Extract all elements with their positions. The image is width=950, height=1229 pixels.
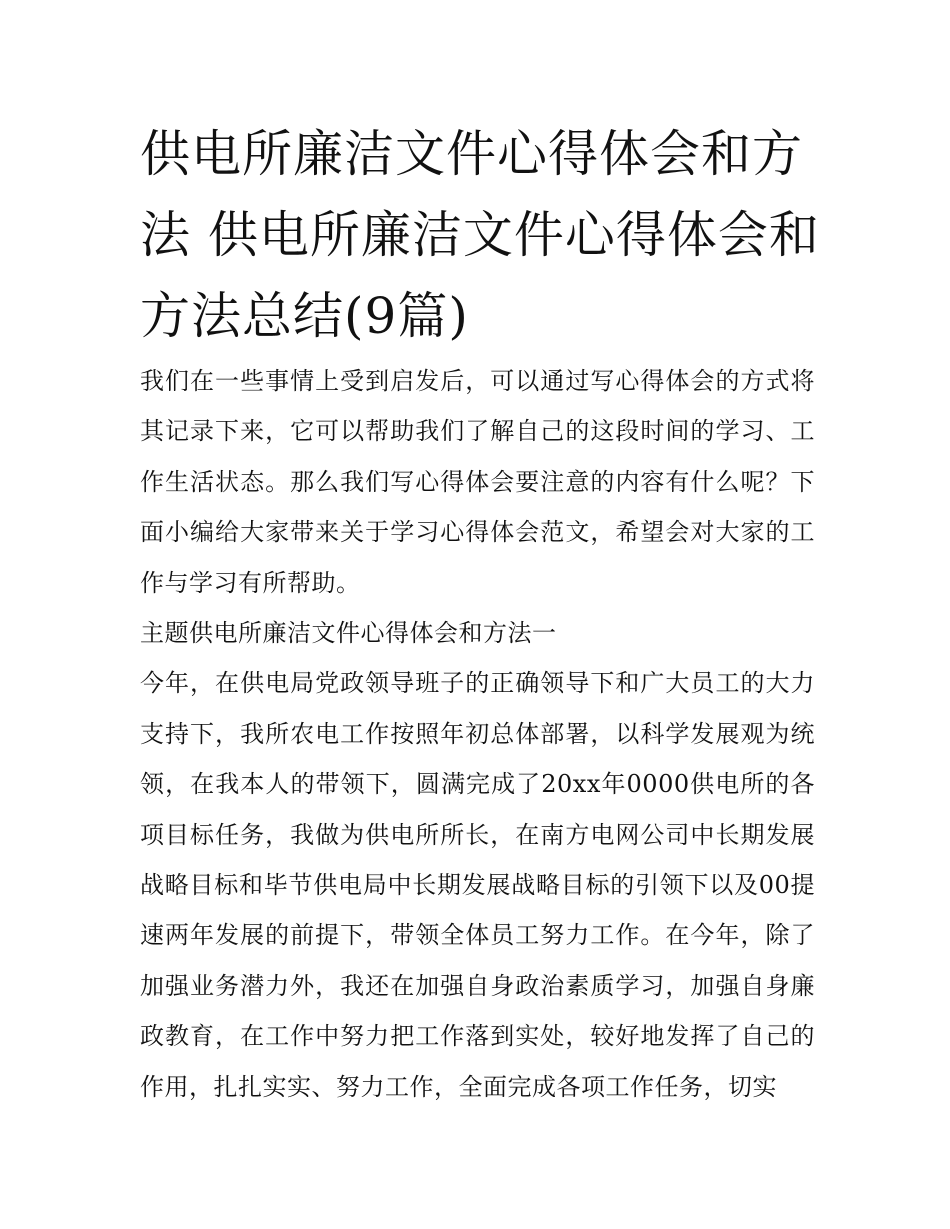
intro-paragraph: 我们在一些事情上受到启发后，可以通过写心得体会的方式将其记录下来，它可以帮助我们了解自己的这段时间的学习、工作生活状态。那么我们写心得体会要注意的内容有什么呢？下面小编给大家带来关于学习心得体会范文，希望会对大家的工作与学习有所帮助。 (140, 367, 815, 597)
section-paragraph: 今年，在供电局党政领导班子的正确领导下和广大员工的大力支持下，我所农电工作按照年初总体部署，以科学发展观为统领，在我本人的带领下，圆满完成了20xx年0000供电所的各项目标任务，我做为供电所所长，在南方电网公司中长期发展战略目标和毕节供电局中长期发展战略目标的引领下以及00提速两年发展的前提下，带领全体员工努力工作。在今年，除了加强业务潜力外，我还在加强自身政治素质学习，加强自身廉政教育，在工作中努力把工作落到实处，较好地发挥了自己的作用，扎扎实实、努力工作，全面完成各项工作任务，切实 (140, 669, 815, 1101)
document-title: 供电所廉洁文件心得体会和方法 供电所廉洁文件心得体会和方法总结(9篇) (140, 125, 820, 345)
section-heading: 主题供电所廉洁文件心得体会和方法一 (140, 619, 557, 648)
document-body (140, 356, 815, 1112)
